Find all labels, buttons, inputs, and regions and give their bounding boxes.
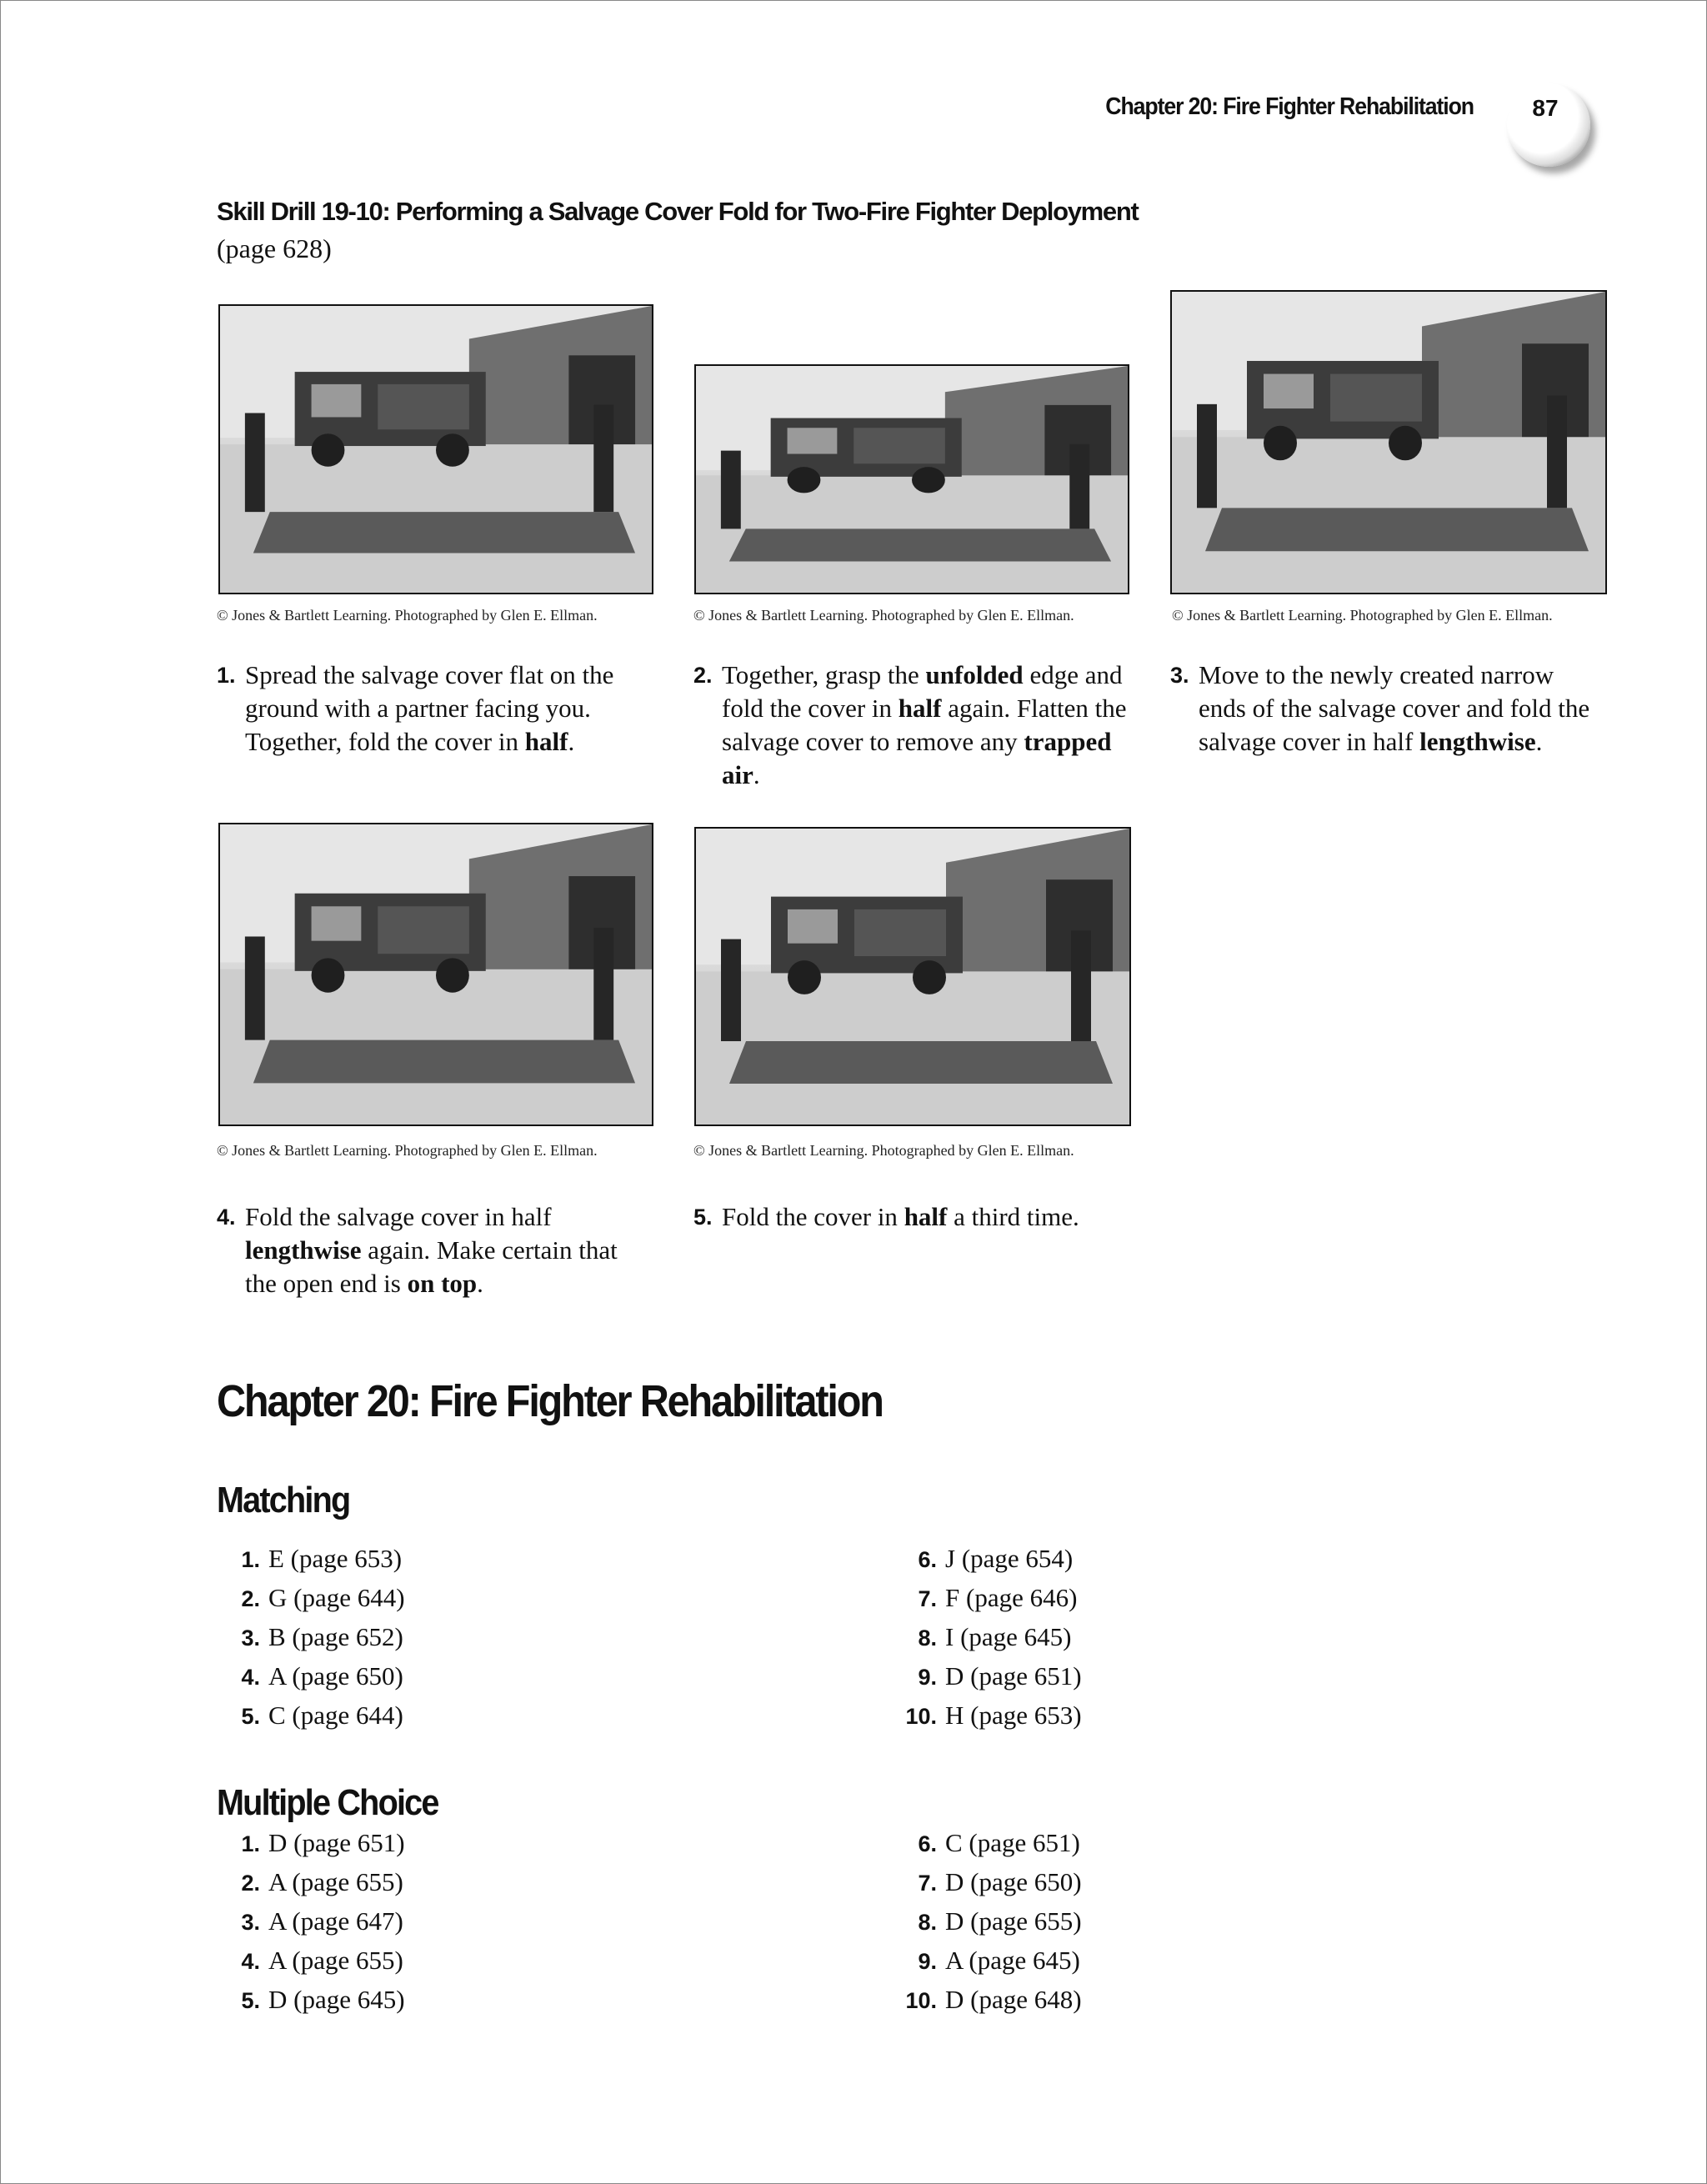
answer-item: [890, 1867, 1082, 1897]
multiple-choice-heading: Multiple Choice: [217, 1782, 438, 1823]
answer-text: C (page 651): [945, 1828, 1080, 1857]
step-4-photo: [218, 823, 653, 1126]
step-text: [722, 660, 1127, 789]
step-2-photo: [694, 364, 1129, 594]
answer-text: A (page 647): [268, 1906, 403, 1936]
answer-text: C (page 644): [268, 1701, 403, 1730]
answer-text: D (page 648): [945, 1985, 1082, 2014]
step-emphasis: half: [524, 727, 568, 756]
step-1-photo: [218, 304, 653, 594]
photo-credit: © Jones & Bartlett Learning. Photographed by Glen E. Ellman.: [693, 607, 1074, 624]
answer-text: D (page 655): [945, 1906, 1082, 1936]
photo-credit: © Jones & Bartlett Learning. Photographed by Glen E. Ellman.: [693, 1142, 1074, 1159]
answer-text: E (page 653): [268, 1544, 403, 1573]
answer-number: 1.: [241, 1831, 260, 1856]
answer-item: [213, 1867, 403, 1897]
step-text-run: Fold the salvage cover in half: [245, 1202, 552, 1231]
step-3-photo: [1170, 290, 1607, 594]
answer-item: [890, 1828, 1080, 1858]
step-emphasis: trapped air: [722, 727, 1112, 789]
running-header-title: Chapter 20: Fire Fighter Rehabilitation: [1105, 93, 1474, 120]
step-emphasis: lengthwise: [245, 1235, 362, 1265]
answer-item: [213, 1828, 405, 1858]
answer-item: [890, 1701, 1082, 1731]
step-1: [217, 659, 650, 759]
chapter-title: Chapter 20: Fire Fighter Rehabilitation: [217, 1376, 883, 1426]
answer-item: [213, 1985, 405, 2015]
step-3: [1170, 659, 1604, 759]
answer-number: 6.: [918, 1547, 937, 1572]
step-emphasis: half: [898, 694, 942, 723]
step-4: [217, 1200, 650, 1300]
step-text-run: again. Make certain that the open end is: [245, 1235, 618, 1298]
step-number: 1.: [217, 663, 236, 688]
answer-number: 6.: [918, 1831, 937, 1856]
answer-text: D (page 650): [945, 1867, 1082, 1896]
photo-credit: © Jones & Bartlett Learning. Photographed by Glen E. Ellman.: [217, 1142, 598, 1159]
answer-text: H (page 653): [945, 1701, 1082, 1730]
answer-item: [213, 1583, 405, 1613]
step-emphasis: on top: [407, 1269, 478, 1298]
answer-item: [213, 1544, 402, 1574]
answer-number: 9.: [918, 1949, 937, 1974]
answer-item: [213, 1622, 403, 1652]
answer-text: A (page 655): [268, 1946, 403, 1975]
step-2: [693, 659, 1127, 792]
answer-number: 8.: [918, 1625, 937, 1651]
answer-item: [213, 1701, 403, 1731]
answer-number: 2.: [241, 1871, 260, 1896]
step-5-photo: [694, 827, 1131, 1126]
answer-number: 10.: [905, 1988, 937, 2013]
answer-text: J (page 654): [945, 1544, 1074, 1573]
answer-number: 9.: [918, 1665, 937, 1690]
answer-text: F (page 646): [945, 1583, 1078, 1612]
step-text-run: .: [568, 727, 575, 756]
step-text: [245, 660, 613, 756]
step-text-run: .: [753, 760, 760, 789]
answer-text: D (page 651): [945, 1661, 1082, 1691]
answer-text: A (page 655): [268, 1867, 403, 1896]
answer-text: A (page 645): [945, 1946, 1080, 1975]
answer-item: [213, 1946, 403, 1976]
step-number: 2.: [693, 663, 713, 688]
answer-number: 2.: [241, 1586, 260, 1611]
step-text: [1199, 660, 1589, 756]
answer-number: 7.: [918, 1586, 937, 1611]
answer-text: G (page 644): [268, 1583, 405, 1612]
answer-text: I (page 645): [945, 1622, 1072, 1651]
step-text: [722, 1202, 1079, 1231]
step-number: 5.: [693, 1205, 713, 1230]
step-text-run: Spread the salvage cover flat on the ground with a partner facing you. Together, fold the cover in: [245, 660, 614, 756]
step-text: [245, 1202, 618, 1298]
answer-number: 5.: [241, 1988, 260, 2013]
answer-item: [890, 1583, 1077, 1613]
answer-number: 7.: [918, 1871, 937, 1896]
answer-text: B (page 652): [268, 1622, 403, 1651]
answer-number: 3.: [241, 1625, 260, 1651]
answer-item: [890, 1906, 1082, 1936]
step-number: 3.: [1170, 663, 1189, 688]
answer-item: [890, 1946, 1080, 1976]
step-emphasis: half: [904, 1202, 948, 1231]
answer-text: D (page 645): [268, 1985, 405, 2014]
answer-number: 1.: [241, 1547, 260, 1572]
matching-heading: Matching: [217, 1480, 350, 1520]
photo-credit: © Jones & Bartlett Learning. Photographed by Glen E. Ellman.: [217, 607, 598, 624]
answer-item: [890, 1661, 1082, 1691]
answer-item: [213, 1906, 403, 1936]
answer-number: 10.: [905, 1704, 937, 1729]
step-text-run: Fold the cover in: [722, 1202, 904, 1231]
step-emphasis: lengthwise: [1419, 727, 1536, 756]
skill-drill-page-ref: (page 628): [217, 233, 332, 263]
step-text-run: Move to the newly created narrow ends of the salvage cover and fold the salvage cover in half: [1199, 660, 1590, 756]
step-text-run: a third time.: [947, 1202, 1079, 1231]
page-number: 87: [1532, 95, 1559, 121]
answer-number: 3.: [241, 1910, 260, 1935]
answer-item: [213, 1661, 403, 1691]
answer-number: 4.: [241, 1665, 260, 1690]
photo-credit: © Jones & Bartlett Learning. Photographed by Glen E. Ellman.: [1172, 607, 1553, 624]
step-text-run: again. Flatten the salvage cover to remove any: [722, 694, 1127, 756]
step-text-run: Together, grasp the: [722, 660, 926, 689]
step-5: [693, 1200, 1127, 1234]
answer-text: A (page 650): [268, 1661, 403, 1691]
step-text-run: .: [477, 1269, 483, 1298]
step-emphasis: unfolded: [925, 660, 1024, 689]
step-number: 4.: [217, 1205, 236, 1230]
answer-number: 4.: [241, 1949, 260, 1974]
answer-item: [890, 1622, 1072, 1652]
step-text-run: .: [1535, 727, 1543, 756]
answer-number: 8.: [918, 1910, 937, 1935]
step-text-run: edge and fold the cover in: [722, 660, 1123, 723]
answer-text: D (page 651): [268, 1828, 405, 1857]
answer-item: [890, 1544, 1073, 1574]
answer-item: [890, 1985, 1082, 2015]
answer-number: 5.: [241, 1704, 260, 1729]
skill-drill-title: Skill Drill 19-10: Performing a Salvage Cover Fold for Two-Fire Fighter Deployment: [217, 197, 1139, 226]
